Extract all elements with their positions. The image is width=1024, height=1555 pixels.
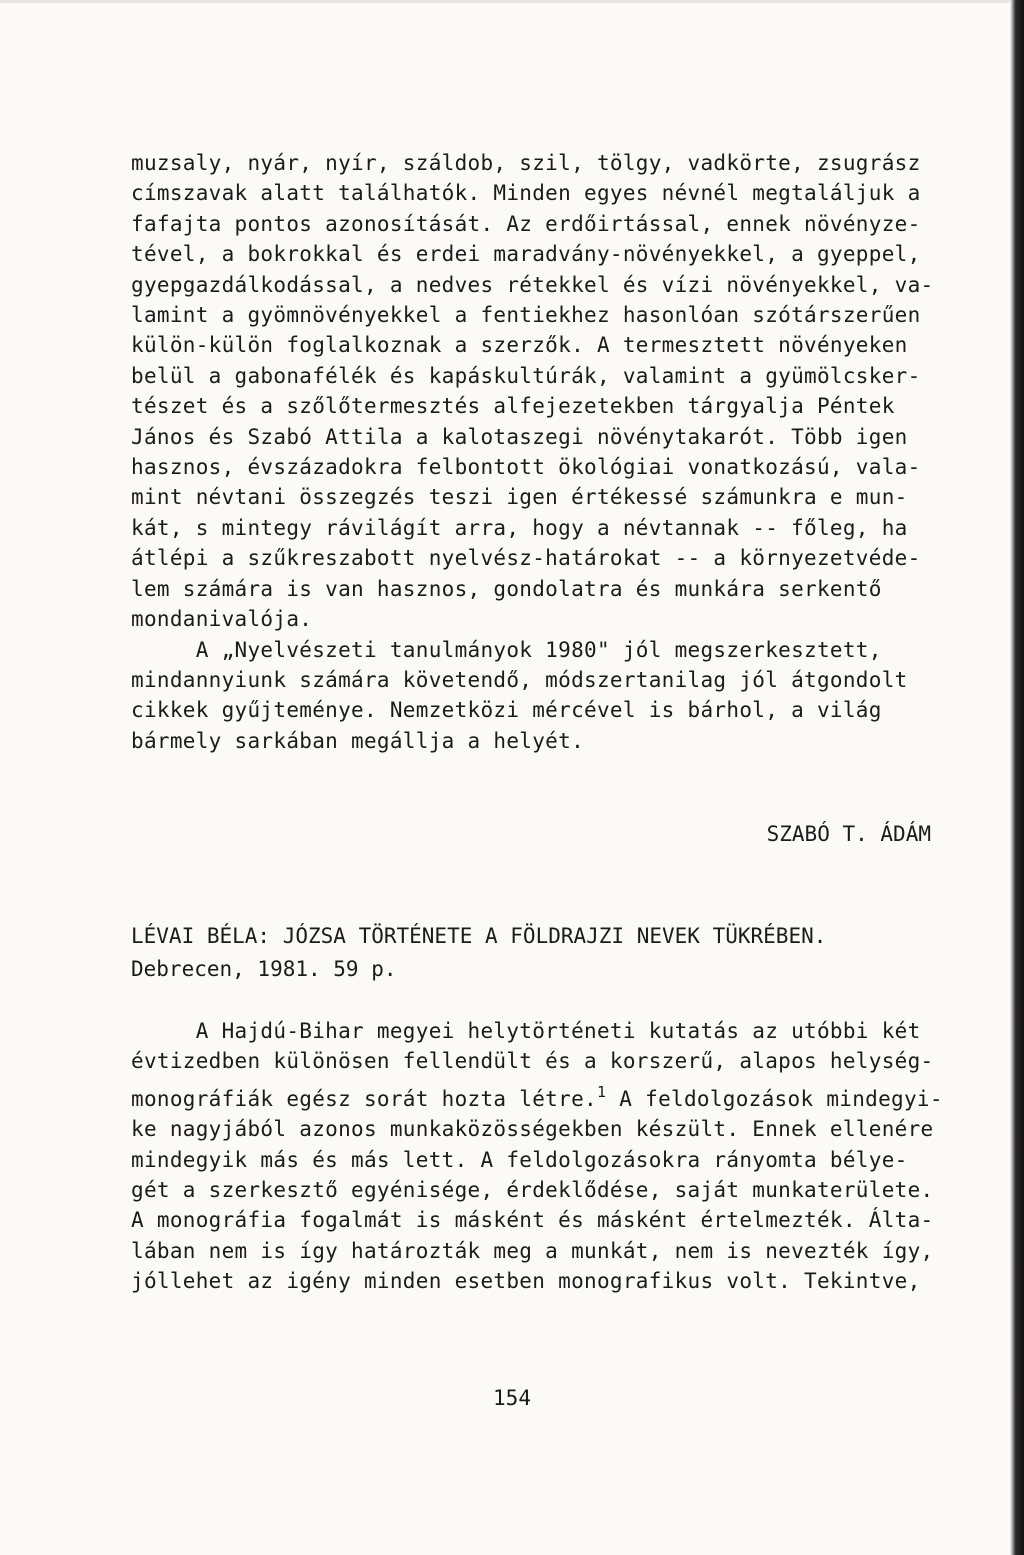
- text-line: gét a szerkesztő egyénisége, érdeklődése, saját munkaterülete.: [131, 1178, 934, 1203]
- page-number: 154: [493, 1386, 531, 1410]
- page-right-edge: [1010, 0, 1024, 1555]
- text-line: ke nagyjából azonos munkaközösségekben készült. Ennek ellenére: [131, 1117, 934, 1142]
- text-line: lem számára is van hasznos, gondolatra és munkára serkentő: [131, 576, 882, 601]
- text-line: mondanivalója.: [131, 607, 313, 632]
- bibliographic-title: LÉVAI BÉLA: JÓZSA TÖRTÉNETE A FÖLDRAJZI NEVEK TÜKRÉBEN.: [131, 924, 827, 948]
- text-fragment: A feldolgozások mindegyi-: [606, 1086, 943, 1111]
- text-line: címszavak alatt találhatók. Minden egyes névnél megtaláljuk a: [131, 181, 921, 206]
- text-line: János és Szabó Attila a kalotaszegi növénytakarót. Több igen: [131, 424, 908, 449]
- text-line: [131, 1077, 961, 1114]
- text-line: gyepgazdálkodással, a nedves rétekkel és vízi növényekkel, va-: [131, 272, 934, 297]
- text-line: belül a gabonafélék és kapáskultúrák, valamint a gyümölcsker-: [131, 363, 921, 388]
- text-line: A monográfia fogalmát is másként és másként értelmezték. Álta-: [131, 1208, 934, 1233]
- text-fragment: monográfiák egész sorát hozta létre.: [131, 1086, 597, 1111]
- text-line: mint névtani összegzés teszi igen értékessé számunkra e mun-: [131, 485, 908, 510]
- text-line: jóllehet az igény minden esetben monografikus volt. Tekintve,: [131, 1269, 921, 1294]
- review1-body: [131, 148, 961, 756]
- text-line: átlépi a szűkreszabott nyelvész-határokat -- a környezetvéde-: [131, 546, 921, 571]
- text-line: tészet és a szőlőtermesztés alfejezetekben tárgyalja Péntek: [131, 394, 895, 419]
- page-top-edge: [0, 0, 1024, 3]
- text-line: hasznos, évszázadokra felbontott ökológiai vonatkozású, vala-: [131, 455, 921, 480]
- bibliographic-details: Debrecen, 1981. 59 p.: [131, 957, 397, 981]
- text-line: cikkek gyűjteménye. Nemzetközi mércével is bárhol, a világ: [131, 698, 882, 723]
- text-line: lában nem is így határozták meg a munkát, nem is nevezték így,: [131, 1238, 934, 1263]
- text-line: lamint a gyömnövényekkel a fentiekhez hasonlóan szótárszerűen: [131, 303, 921, 328]
- text-line: mindannyiunk számára követendő, módszertanilag jól átgondolt: [131, 667, 908, 692]
- text-line: külön-külön foglalkoznak a szerzők. A termesztett növényeken: [131, 333, 908, 358]
- text-line: mindegyik más és más lett. A feldolgozásokra rányomta bélye-: [131, 1147, 908, 1172]
- text-line: fafajta pontos azonosítását. Az erdőirtással, ennek növényze-: [131, 211, 921, 236]
- text-line: kát, s mintegy rávilágít arra, hogy a névtannak -- főleg, ha: [131, 515, 908, 540]
- footnote-marker: 1: [596, 1082, 607, 1101]
- text-line: évtizedben különösen fellendült és a korszerű, alapos helység-: [131, 1049, 934, 1074]
- text-line: muzsaly, nyár, nyír, száldob, szil, tölgy, vadkörte, zsugrász: [131, 151, 921, 175]
- text-line: A Hajdú-Bihar megyei helytörténeti kutatás az utóbbi két: [131, 1019, 921, 1043]
- review-signature: SZABÓ T. ÁDÁM: [766, 822, 931, 846]
- review2-body: [131, 1016, 961, 1297]
- review2-heading: [131, 920, 961, 986]
- text-line: bármely sarkában megállja a helyét.: [131, 728, 585, 753]
- text-line: A „Nyelvészeti tanulmányok 1980" jól megszerkesztett,: [131, 637, 882, 662]
- text-line: tével, a bokrokkal és erdei maradvány-növényekkel, a gyeppel,: [131, 242, 921, 267]
